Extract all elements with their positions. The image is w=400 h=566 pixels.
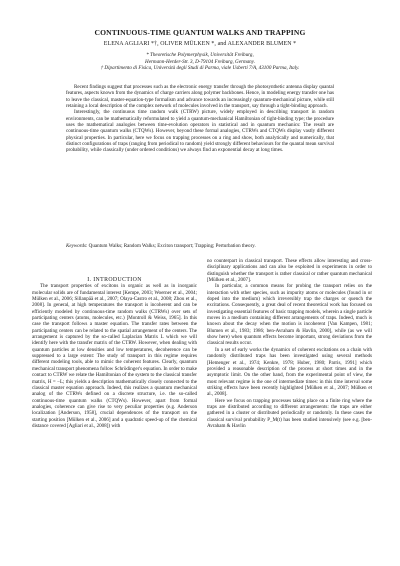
abstract xyxy=(66,84,334,154)
author-list: ELENA AGLIARI *†, OLIVER MÜLKEN *, and ALEXANDER BLUMEN * xyxy=(103,41,297,47)
abstract-paragraph: Recent findings suggest that processes such as the electronic energy transfer through the photosynthetic antenna display quantal features, aspects known from the dynamics of charge carriers along polymer backbones. Hence, in modeling energy transfer one has to leave the classical, master-equation-type formalism and advance towards an increasingly quantum-mechanical picture, while still retaining a local description of the complex network of molecules involved in the transport, say through a tight-binding approach. xyxy=(66,84,334,110)
affiliation-line-2: Hermann-Herder-Str. 3, D-79104 Freiburg, Germany. xyxy=(145,58,255,65)
keywords-text: : Quantum Walks; Random Walks; Exciton transport; Trapping; Perturbation theory. xyxy=(86,243,256,249)
body-paragraph: In particular, a common means for probing the transport relies on the interaction with other species, such as impurity atoms or molecules (found in or doped into the medium) which irreversibly trap the charges or quench the excitations. Consequently, a great deal of recent theoretical work has focused on investigating essential features of basic trapping models, wherein a single particle moves in a medium containing different arrangements of traps. Indeed, much is known about the decay when the motion is incoherent [Van Kampen, 1981; Blumen et al., 1983; 1986; ben-Avraham & Havlin, 2000], while (as we will show here) when quantum effects become important, strong deviations from the classical results occur. xyxy=(207,283,372,347)
paper-title: CONTINUOUS-TIME QUANTUM WALKS AND TRAPPING xyxy=(94,28,306,37)
right-column xyxy=(207,258,372,429)
section-heading: I. INTRODUCTION xyxy=(87,277,142,283)
left-column xyxy=(32,258,197,429)
keywords-label: Keywords xyxy=(66,243,87,249)
affiliation-line-1: * Theoretische Polymerphysik, Universität Freiburg, xyxy=(146,52,254,58)
body-paragraph: The transport properties of excitons in organic as well as in inorganic molecular solids are of fundamental interest [Kempe, 2003; Woerner et al., 2004; Mülken et al., 2006; Sillanpää et al., 2007; Olaya-Castro et al., 2008; Zhou et al., 2008]. In general, at high temperatures the transport is incoherent and can be efficiently modeled by continuous-time random walks (CTRWs) over sets of participating centers (atoms, molecules, etc.) [Montroll & Weiss, 1965]. In this case the transport follows a master equation. The transfer rates between the participating centers can be related to the spatial arrangement of the centers. The arrangement is captured by the so-called Laplacian Matrix L which we will identify here with the transfer matrix of the CTRW. However, when dealing with quantum particles at low densities and low temperatures, decoherence can be suppressed to a large extent: The study of transport in this regime requires different modeling tools, able to mimic the coherent features. Clearly, quantum mechanical transport phenomena follow Schrödinger's equation. In order to make contact to CTRW we relate the Hamiltonian of the system to the classical transfer matrix, H = −L; this yields a description mathematically closely connected to the classical master equation approach. Indeed, this realizes a quantum mechanical analog of the CTRWs defined on a discrete structure, i.e. the so-called continuous-time quantum walks (CTQWs). However, apart from formal analogies, coherence can give rise to very peculiar properties (e.g. Anderson localization [Anderson, 1958], crucial dependences of the transport on the starting position [Mülken et al., 2006] and a quadratic speed-up of the chemical distance covered [Agliari et al., 2008]) with xyxy=(32,283,197,429)
body-paragraph: In a set of early works the dynamics of coherent excitations on a chain with randomly distributed traps has been investigated using several methods [Hemenger et al., 1974; Kenkre, 1978; Huber, 1980; Parris, 1991] which provided a reasonable description of the process at short times and in the asymptotic limit. On the other hand, from the experimental point of view, the most relevant regime is the one of intermediate times: in this time interval some striking effects have been recently highlighted [Mülken et al., 2007; Mülken et al., 2008]. xyxy=(207,346,372,398)
body-paragraph: no counterpart in classical transport. These effects allow interesting and cross-disciplinary applications and can also be exploited in experiments in order to distinguish whether the transport is rather classical or rather quantum mechanical [Mülken et al., 2007]. xyxy=(207,258,372,284)
body-paragraph: Here we focus on trapping processes taking place on a finite ring where the traps are distributed according to different arrangements: the traps are either gathered in a cluster or distributed periodically or randomly. In these cases the classical survival probability P_M(t) has been studied intensively (see e.g. [ben-Avraham & Havlin xyxy=(207,397,372,429)
affiliation-line-3: † Dipartimento di Fisica, Università degli Studi di Parma, viale Usberti 7/A, 43100 Parma, Italy. xyxy=(100,65,300,71)
abstract-paragraph: Interestingly, the continuous time random walk (CTRW) picture, widely employed in describing transport in random environments, can be mathematically reformulated to yield a quantum-mechanical Hamiltonian of tight-binding type; the procedure uses the mathematical analogies between time-evolution operators in statistical and in quantum mechanics: The result are continuous-time quantum walks (CTQWs). However, beyond these formal analogies, CTRWs and CTQWs display vastly different physical properties. In particular, here we focus on trapping processes on a ring and show, both analytically and numerically, that distinct configurations of traps (ranging from periodical to random) yield strongly different behaviours for the quantal mean survival probability, while classically (under ordered conditions) we always find an exponential decay at long times. xyxy=(66,109,334,154)
keywords-line xyxy=(66,243,334,249)
